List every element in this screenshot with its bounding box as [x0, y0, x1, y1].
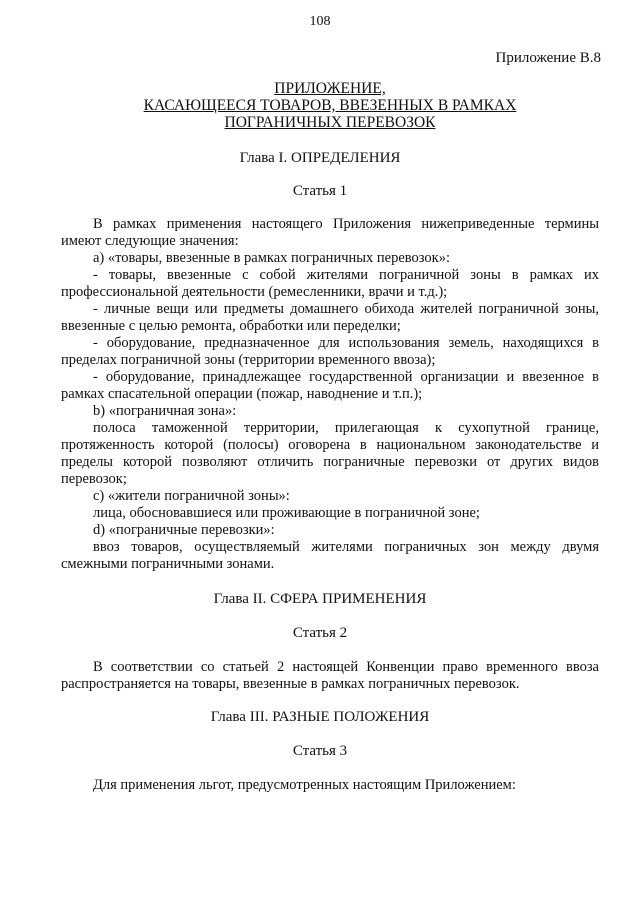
- document-title: [100, 80, 560, 131]
- article-1-heading: Статья 1: [292, 183, 348, 199]
- paragraph: ввоз товаров, осуществляемый жителями пограничных зон между двумя смежными пограничными зонами.: [61, 539, 599, 572]
- paragraph: лица, обосновавшиеся или проживающие в пограничной зоне;: [93, 505, 480, 521]
- article-1-body: [61, 216, 599, 573]
- appendix-label: Приложение В.8: [495, 50, 601, 66]
- chapter-3-heading: Глава III. РАЗНЫЕ ПОЛОЖЕНИЯ: [210, 709, 430, 725]
- paragraph: с) «жители пограничной зоны»:: [93, 488, 290, 504]
- article-2-body: [61, 659, 599, 693]
- article-2-heading: Статья 2: [292, 625, 348, 641]
- paragraph: В рамках применения настоящего Приложения нижеприведенные термины имеют следующие значения:: [61, 216, 599, 249]
- paragraph: полоса таможенной территории, прилегающая к сухопутной границе, протяженность которой (полосы) оговорена в национальном законодательстве и пределы которой позволяют отличить пограничные перевозки от других видов перевозок;: [61, 420, 599, 487]
- article-3-heading: Статья 3: [292, 743, 348, 759]
- title-line-2: КАСАЮЩЕЕСЯ ТОВАРОВ, ВВЕЗЕННЫХ В РАМКАХ: [143, 97, 517, 114]
- chapter-1-heading: Глава I. ОПРЕДЕЛЕНИЯ: [239, 150, 401, 166]
- paragraph: а) «товары, ввезенные в рамках пограничных перевозок»:: [93, 250, 450, 266]
- paragraph: b) «пограничная зона»:: [93, 403, 237, 419]
- paragraph: Для применения льгот, предусмотренных настоящим Приложением:: [93, 777, 516, 793]
- paragraph: - товары, ввезенные с собой жителями пограничной зоны в рамках их профессиональной деятельности (ремесленники, врачи и т.д.);: [61, 267, 599, 300]
- paragraph: - личные вещи или предметы домашнего обихода жителей пограничной зоны, ввезенные с целью ремонта, обработки или переделки;: [61, 301, 599, 334]
- paragraph: В соответствии со статьей 2 настоящей Конвенции право временного ввоза распространяется на товары, ввезенные в рамках пограничных перевозок.: [61, 659, 599, 692]
- page-number: 108: [309, 14, 331, 29]
- paragraph: - оборудование, принадлежащее государственной организации и ввезенное в рамках спасательной операции (пожар, наводнение и т.п.);: [61, 369, 599, 402]
- chapter-2-heading: Глава II. СФЕРА ПРИМЕНЕНИЯ: [213, 591, 427, 607]
- paragraph: - оборудование, предназначенное для использования земель, находящихся в пределах пограничной зоны (территории временного ввоза);: [61, 335, 599, 368]
- title-line-3: ПОГРАНИЧНЫХ ПЕРЕВОЗОК: [224, 114, 436, 131]
- paragraph: d) «пограничные перевозки»:: [93, 522, 275, 538]
- title-line-1: ПРИЛОЖЕНИЕ,: [274, 80, 386, 97]
- article-3-body: [61, 777, 599, 794]
